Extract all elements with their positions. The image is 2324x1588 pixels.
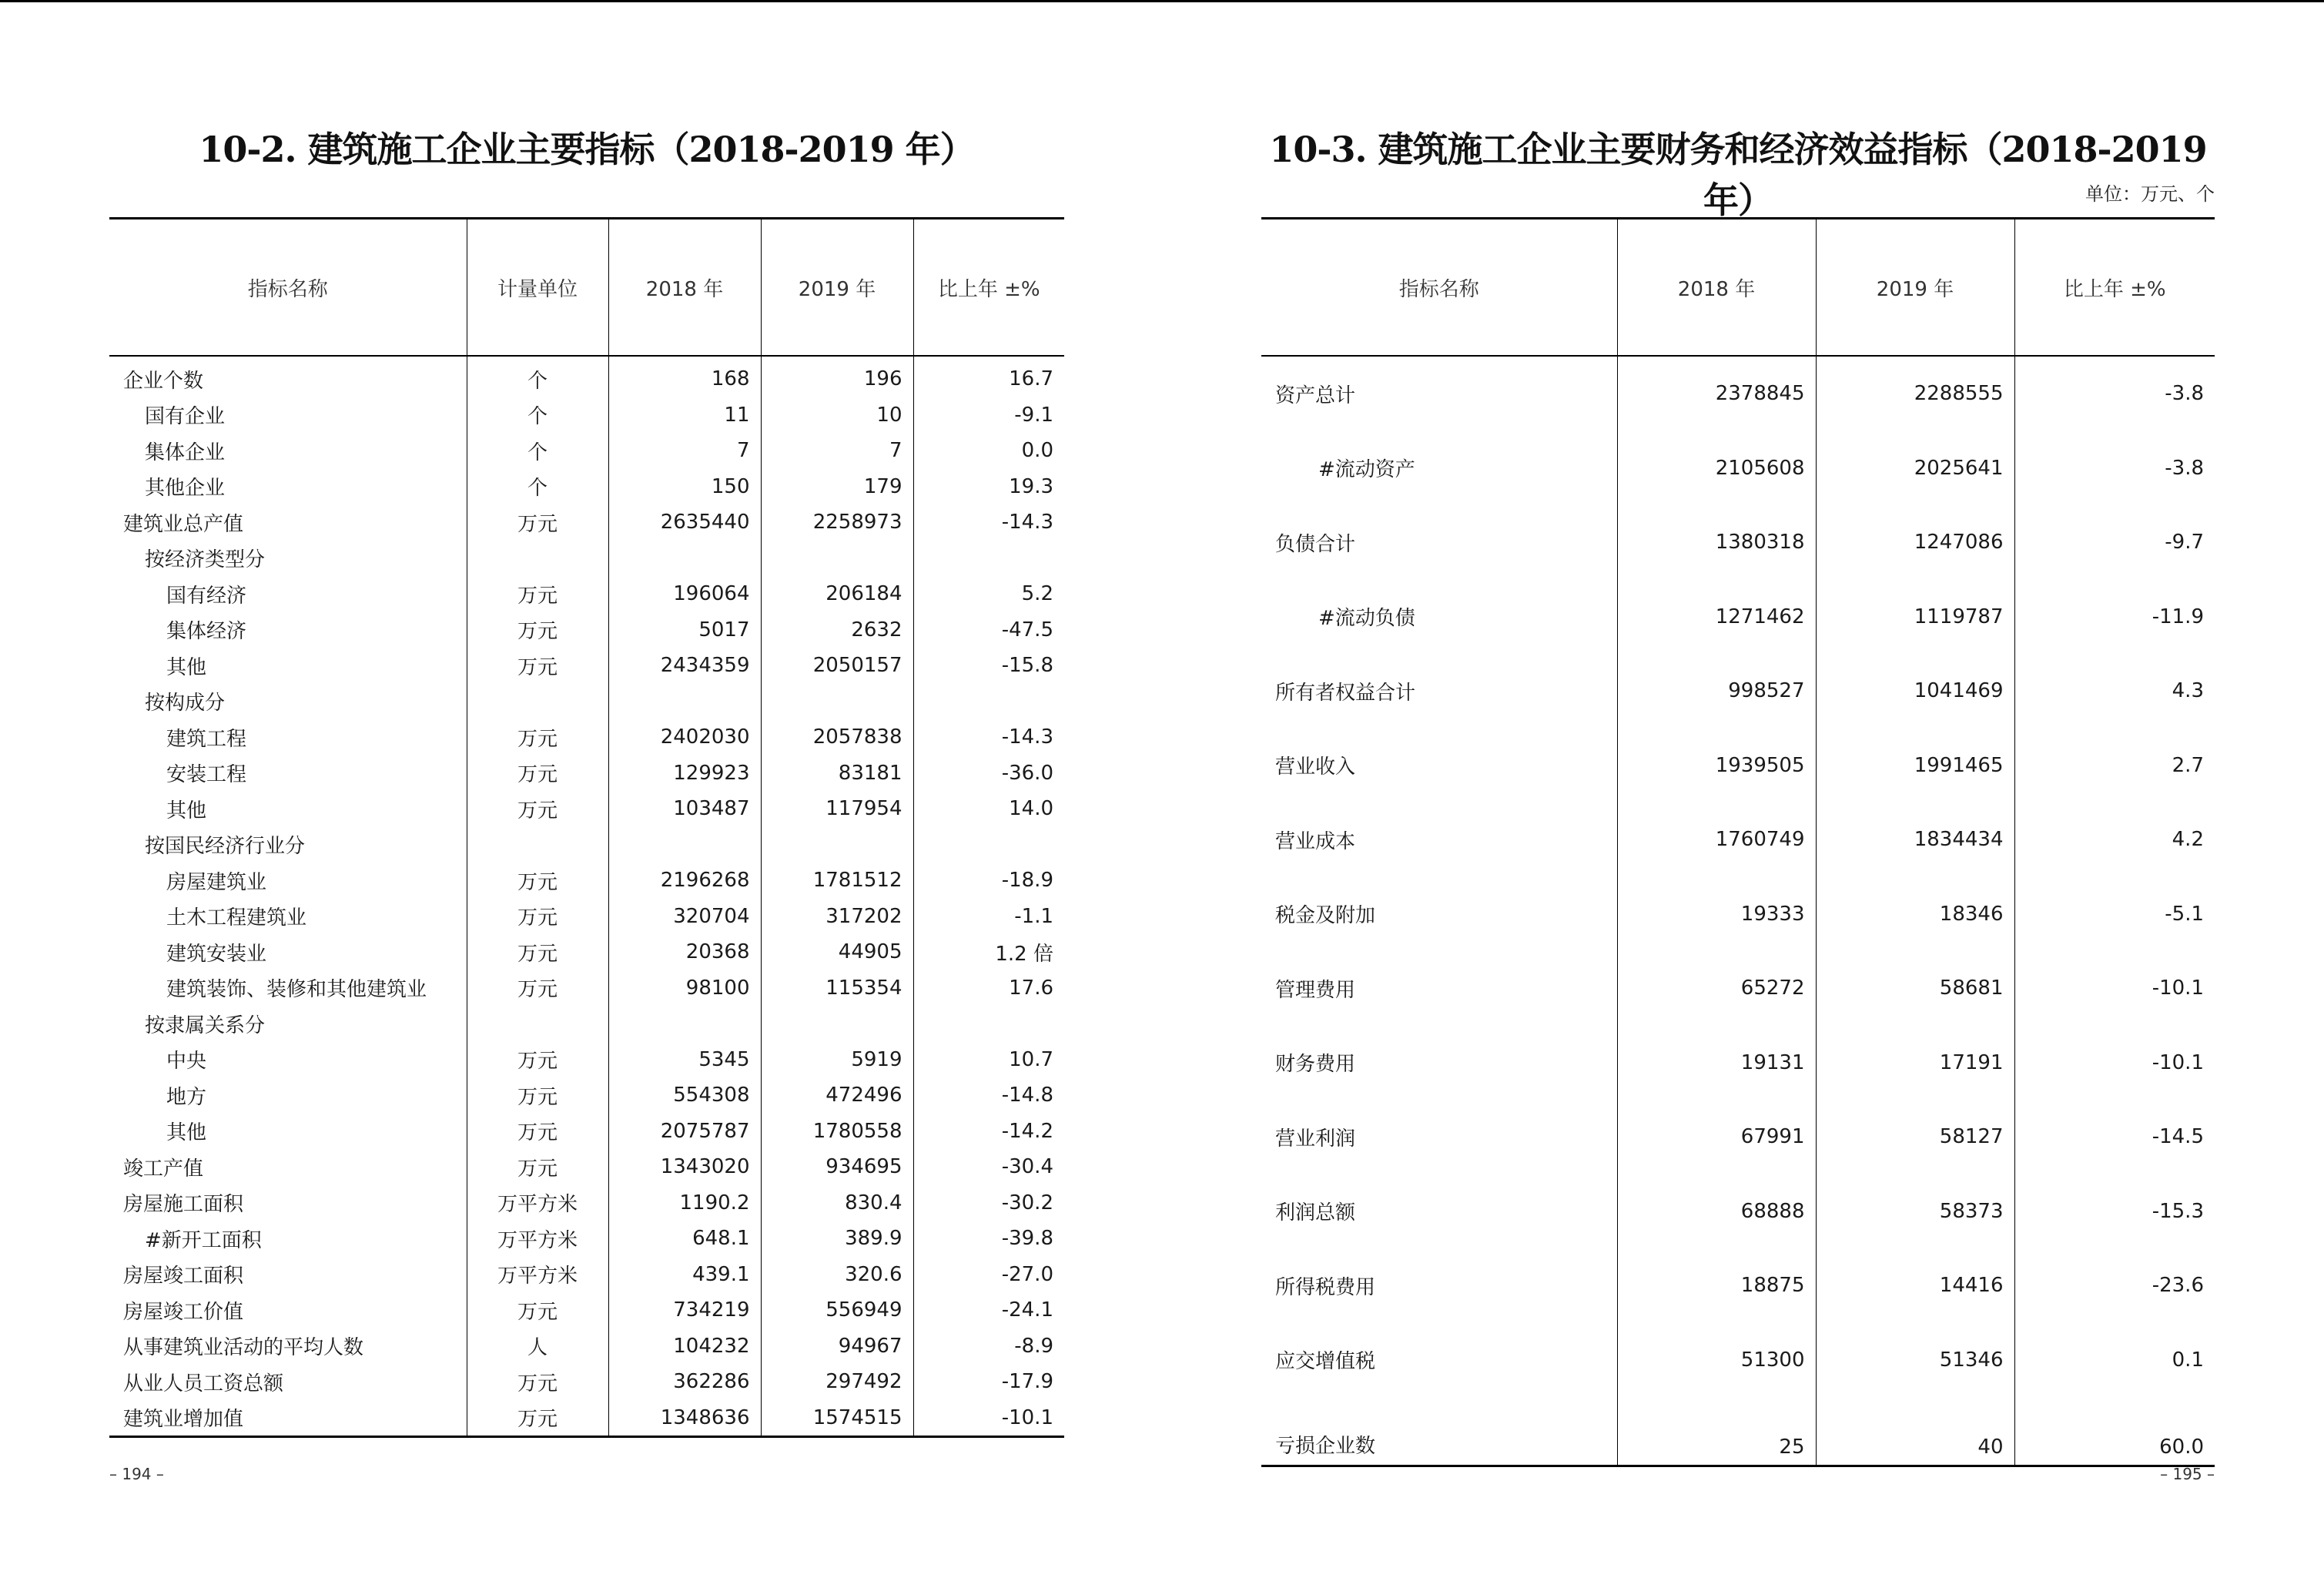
unit-cell: 万元 [467,612,608,648]
value-2019: 297492 [761,1364,913,1400]
change-percent: 14.0 [913,791,1064,827]
indicator-name: #流动资产 [1318,458,1415,482]
table-row [109,469,1064,505]
indicator-name: 其他 [166,799,207,822]
table-row [109,934,1064,970]
table-row [109,576,1064,612]
table-row [109,684,1064,720]
value-2018: 129923 [608,755,761,792]
unit-cell: 万平方米 [467,1221,608,1257]
change-percent: -18.9 [913,863,1064,899]
table-row [109,1328,1064,1365]
header-unit: 计量单位 [467,219,608,357]
value-2019: 18346 [1816,877,2014,952]
unit-cell: 万元 [467,1149,608,1185]
table-row [1261,802,2215,877]
change-percent: -3.8 [2014,431,2215,506]
change-percent: -9.1 [913,397,1064,434]
indicator-name: 营业收入 [1275,755,1356,779]
indicator-name: 国有企业 [145,405,226,429]
table-row [109,1364,1064,1400]
value-2018: 1343020 [608,1149,761,1185]
indicator-name: 负债合计 [1275,532,1356,556]
value-2018: 2378845 [1617,356,1816,431]
value-2019: 2025641 [1816,431,2014,506]
value-2018: 2635440 [608,504,761,541]
change-percent [913,684,1064,720]
value-2019: 58127 [1816,1100,2014,1174]
table-row [109,1400,1064,1437]
change-percent: 60.0 [2014,1397,2215,1466]
value-2019: 1781512 [761,863,913,899]
table-row [109,863,1064,899]
unit-cell: 万元 [467,504,608,541]
value-2019: 320.6 [761,1257,913,1293]
value-2018: 648.1 [608,1221,761,1257]
indicator-name: 管理费用 [1275,978,1356,1002]
value-2019: 5919 [761,1042,913,1078]
indicator-name: 房屋施工面积 [123,1193,244,1217]
table-row [109,397,1064,434]
value-2018: 20368 [608,934,761,970]
change-percent: -47.5 [913,612,1064,648]
table-row [109,755,1064,792]
value-2019: 1574515 [761,1400,913,1437]
value-2018: 168 [608,356,761,397]
value-2019: 2288555 [1816,356,2014,431]
page-number-right: – 195 – [2160,1465,2215,1483]
indicator-name: 地方 [166,1085,207,1109]
header-indicator-name: 指标名称 [1261,219,1617,357]
table-row [1261,951,2215,1026]
table-row [109,970,1064,1007]
indicator-name: 建筑业增加值 [109,1400,467,1437]
value-2019: 115354 [761,970,913,1007]
value-2019: 556949 [761,1292,913,1328]
value-2018: 11 [608,397,761,434]
value-2018: 68888 [1617,1174,1816,1249]
value-2018 [608,827,761,863]
value-2018: 25 [1617,1397,1816,1466]
change-percent [913,541,1064,577]
indicator-name: 其他 [166,655,207,679]
table-row [109,719,1064,755]
unit-cell: 个 [467,356,608,397]
unit-cell: 个 [467,433,608,469]
unit-cell: 万元 [467,863,608,899]
unit-cell: 万元 [467,899,608,935]
value-2019: 206184 [761,576,913,612]
value-2018: 18875 [1617,1248,1816,1323]
table-row [109,1006,1064,1042]
indicator-name: 按国民经济行业分 [145,835,306,859]
change-percent: -14.8 [913,1077,1064,1114]
change-percent: 17.6 [913,970,1064,1007]
value-2018: 19131 [1617,1026,1816,1101]
value-2019: 2632 [761,612,913,648]
table-title-10-2: 10-2. 建筑施工企业主要指标（2018-2019 年） [199,129,975,170]
value-2019: 83181 [761,755,913,792]
value-2019: 2258973 [761,504,913,541]
change-percent: 4.2 [2014,802,2215,877]
value-2018: 1348636 [608,1400,761,1437]
table-row [1261,877,2215,952]
table-row [109,504,1064,541]
value-2019: 1041469 [1816,654,2014,729]
change-percent: -10.1 [913,1400,1064,1437]
value-2018 [608,541,761,577]
table-row [1261,654,2215,729]
change-percent: -9.7 [2014,505,2215,580]
change-percent: -24.1 [913,1292,1064,1328]
header-change: 比上年 ±% [913,219,1064,357]
value-2018: 2105608 [1617,431,1816,506]
value-2019: 179 [761,469,913,505]
indicator-name: 中央 [166,1050,207,1074]
header-indicator-name: 指标名称 [109,219,467,357]
change-percent: 19.3 [913,469,1064,505]
table-row [1261,505,2215,580]
unit-cell: 万元 [467,1042,608,1078]
indicator-name: 集体经济 [166,620,247,644]
indicator-name: 利润总额 [1275,1201,1356,1225]
unit-cell: 个 [467,469,608,505]
indicator-name: 土木工程建筑业 [166,906,307,930]
change-percent: -1.1 [913,899,1064,935]
table-row [1261,729,2215,803]
table-body [1261,356,2215,1466]
value-2019: 2050157 [761,648,913,684]
change-percent: -8.9 [913,1328,1064,1365]
value-2019: 1991465 [1816,729,2014,803]
indicator-name: 房屋竣工面积 [123,1265,244,1288]
table-row [109,899,1064,935]
change-percent: -14.5 [2014,1100,2215,1174]
value-2019: 17191 [1816,1026,2014,1101]
table-body [109,356,1064,1437]
change-percent: -10.1 [2014,951,2215,1026]
value-2018: 1271462 [1617,580,1816,655]
change-percent [913,1006,1064,1042]
table-row [109,1257,1064,1293]
unit-cell [467,541,608,577]
change-percent [913,827,1064,863]
change-percent: -17.9 [913,1364,1064,1400]
table-header-row [109,219,1064,357]
value-2018: 19333 [1617,877,1816,952]
unit-cell: 人 [467,1328,608,1365]
unit-cell: 万元 [467,1114,608,1150]
change-percent: -23.6 [2014,1248,2215,1323]
value-2019: 830.4 [761,1185,913,1221]
change-percent: -15.3 [2014,1174,2215,1249]
value-2019 [761,684,913,720]
change-percent: -39.8 [913,1221,1064,1257]
value-2018 [608,1006,761,1042]
table-row [1261,1397,2215,1466]
change-percent: -14.3 [913,719,1064,755]
unit-cell: 万元 [467,1077,608,1114]
table-row [109,433,1064,469]
value-2018: 2434359 [608,648,761,684]
table-title-10-3: 10-3. 建筑施工企业主要财务和经济效益指标（2018-2019 年） [1269,129,2207,221]
table-row [1261,1323,2215,1398]
value-2019: 51346 [1816,1323,2014,1398]
indicator-name: 建筑安装业 [166,942,267,966]
value-2019: 44905 [761,934,913,970]
unit-cell: 万元 [467,791,608,827]
value-2019: 934695 [761,1149,913,1185]
table-row [109,1077,1064,1114]
value-2018: 5345 [608,1042,761,1078]
value-2018: 2196268 [608,863,761,899]
value-2018: 320704 [608,899,761,935]
indicator-name: #新开工面积 [145,1228,262,1252]
indicator-name: 资产总计 [1275,384,1356,407]
value-2018: 98100 [608,970,761,1007]
table-row [1261,356,2215,431]
value-2019: 40 [1816,1397,2014,1466]
change-percent: 4.3 [2014,654,2215,729]
unit-cell: 万元 [467,1292,608,1328]
table-row [109,1114,1064,1150]
unit-cell: 万元 [467,648,608,684]
change-percent: 0.0 [913,433,1064,469]
value-2018: 65272 [1617,951,1816,1026]
value-2019: 317202 [761,899,913,935]
value-2019: 1247086 [1816,505,2014,580]
financial-indicators-table [1261,217,2215,1467]
table-row [1261,1174,2215,1249]
change-percent: 5.2 [913,576,1064,612]
unit-cell: 万平方米 [467,1257,608,1293]
value-2019 [761,1006,913,1042]
value-2018: 1939505 [1617,729,1816,803]
header-2018: 2018 年 [608,219,761,357]
table-row [1261,1248,2215,1323]
change-percent: -11.9 [2014,580,2215,655]
unit-cell: 万元 [467,719,608,755]
unit-note: 单位：万元、个 [2085,183,2215,205]
value-2018: 7 [608,433,761,469]
value-2018: 554308 [608,1077,761,1114]
change-percent: 0.1 [2014,1323,2215,1398]
unit-cell: 万元 [467,755,608,792]
value-2018: 998527 [1617,654,1816,729]
header-2019: 2019 年 [1816,219,2014,357]
change-percent: -30.4 [913,1149,1064,1185]
indicator-name: 营业成本 [1275,829,1356,853]
value-2018: 104232 [608,1328,761,1365]
value-2019: 14416 [1816,1248,2014,1323]
table-row [109,827,1064,863]
unit-cell: 万元 [467,934,608,970]
value-2018: 150 [608,469,761,505]
change-percent: -15.8 [913,648,1064,684]
value-2019: 2057838 [761,719,913,755]
table-row [109,791,1064,827]
indicator-name: 房屋建筑业 [166,870,267,894]
indicator-name: #流动负债 [1318,607,1415,631]
indicator-name: 建筑装饰、装修和其他建筑业 [166,978,427,1002]
indicator-name: 企业个数 [123,369,204,393]
value-2018: 1760749 [1617,802,1816,877]
value-2018: 734219 [608,1292,761,1328]
indicator-name: 按隶属关系分 [145,1013,266,1037]
unit-cell: 万元 [467,576,608,612]
table-row [109,1185,1064,1221]
indicator-name: 税金及附加 [1275,904,1376,928]
unit-cell: 万元 [467,970,608,1007]
value-2018: 2075787 [608,1114,761,1150]
table-row [1261,431,2215,506]
indicator-name: 其他企业 [145,477,226,501]
value-2019: 10 [761,397,913,434]
unit-cell: 万元 [467,1364,608,1400]
value-2019 [761,827,913,863]
value-2019: 1119787 [1816,580,2014,655]
indicator-name: 安装工程 [166,763,247,787]
unit-cell: 万元 [467,1400,608,1437]
value-2018: 67991 [1617,1100,1816,1174]
value-2019: 58681 [1816,951,2014,1026]
indicator-name: 按构成分 [145,692,226,715]
unit-cell: 个 [467,397,608,434]
change-percent: -3.8 [2014,356,2215,431]
value-2018: 5017 [608,612,761,648]
change-percent: 10.7 [913,1042,1064,1078]
value-2018: 51300 [1617,1323,1816,1398]
header-2019: 2019 年 [761,219,913,357]
table-row [109,1149,1064,1185]
indicator-name: 竣工产值 [123,1157,204,1181]
value-2019: 7 [761,433,913,469]
value-2019: 58373 [1816,1174,2014,1249]
indicator-name: 从业人员工资总额 [123,1372,284,1395]
change-percent: 2.7 [2014,729,2215,803]
indicator-name: 亏损企业数 [1261,1397,1617,1466]
value-2019: 389.9 [761,1221,913,1257]
value-2019: 94967 [761,1328,913,1365]
value-2019: 472496 [761,1077,913,1114]
value-2018: 196064 [608,576,761,612]
change-percent: -14.3 [913,504,1064,541]
indicator-name: 建筑工程 [166,727,247,751]
value-2018: 1190.2 [608,1185,761,1221]
change-percent: -5.1 [2014,877,2215,952]
indicator-name: 国有经济 [166,584,247,608]
indicator-name: 财务费用 [1275,1053,1356,1077]
change-percent: -30.2 [913,1185,1064,1221]
table-row [109,1042,1064,1078]
table-header-row [1261,219,2215,357]
construction-enterprise-indicators-table [109,217,1064,1438]
value-2019: 1780558 [761,1114,913,1150]
table-row [1261,1026,2215,1101]
unit-cell: 万平方米 [467,1185,608,1221]
change-percent: -10.1 [2014,1026,2215,1101]
indicator-name: 集体企业 [145,441,226,464]
table-row [109,541,1064,577]
value-2019: 1834434 [1816,802,2014,877]
table-row [109,1221,1064,1257]
change-percent: -27.0 [913,1257,1064,1293]
indicator-name: 房屋竣工价值 [123,1300,244,1324]
table-row [109,648,1064,684]
value-2019: 117954 [761,791,913,827]
value-2018: 2402030 [608,719,761,755]
table-row [109,356,1064,397]
value-2018: 1380318 [1617,505,1816,580]
indicator-name: 所有者权益合计 [1275,681,1416,705]
value-2019 [761,541,913,577]
header-change: 比上年 ±% [2014,219,2215,357]
indicator-name: 应交增值税 [1275,1350,1376,1374]
value-2018 [608,684,761,720]
table-row [109,612,1064,648]
indicator-name: 从事建筑业活动的平均人数 [123,1336,364,1360]
table-row [109,1292,1064,1328]
change-percent: 16.7 [913,356,1064,397]
unit-cell [467,684,608,720]
header-2018: 2018 年 [1617,219,1816,357]
value-2018: 103487 [608,791,761,827]
table-row [1261,1100,2215,1174]
table-row [1261,580,2215,655]
unit-cell [467,1006,608,1042]
value-2018: 362286 [608,1364,761,1400]
indicator-name: 建筑业总产值 [123,512,244,536]
change-percent: -36.0 [913,755,1064,792]
change-percent: -14.2 [913,1114,1064,1150]
indicator-name: 营业利润 [1275,1127,1356,1151]
indicator-name: 按经济类型分 [145,548,266,572]
top-border-line [0,0,2324,2]
page-number-left: – 194 – [109,1465,164,1483]
value-2018: 439.1 [608,1257,761,1293]
indicator-name: 所得税费用 [1275,1275,1376,1299]
value-2019: 196 [761,356,913,397]
unit-cell [467,827,608,863]
indicator-name: 其他 [166,1121,207,1145]
change-percent: 1.2 倍 [913,934,1064,970]
